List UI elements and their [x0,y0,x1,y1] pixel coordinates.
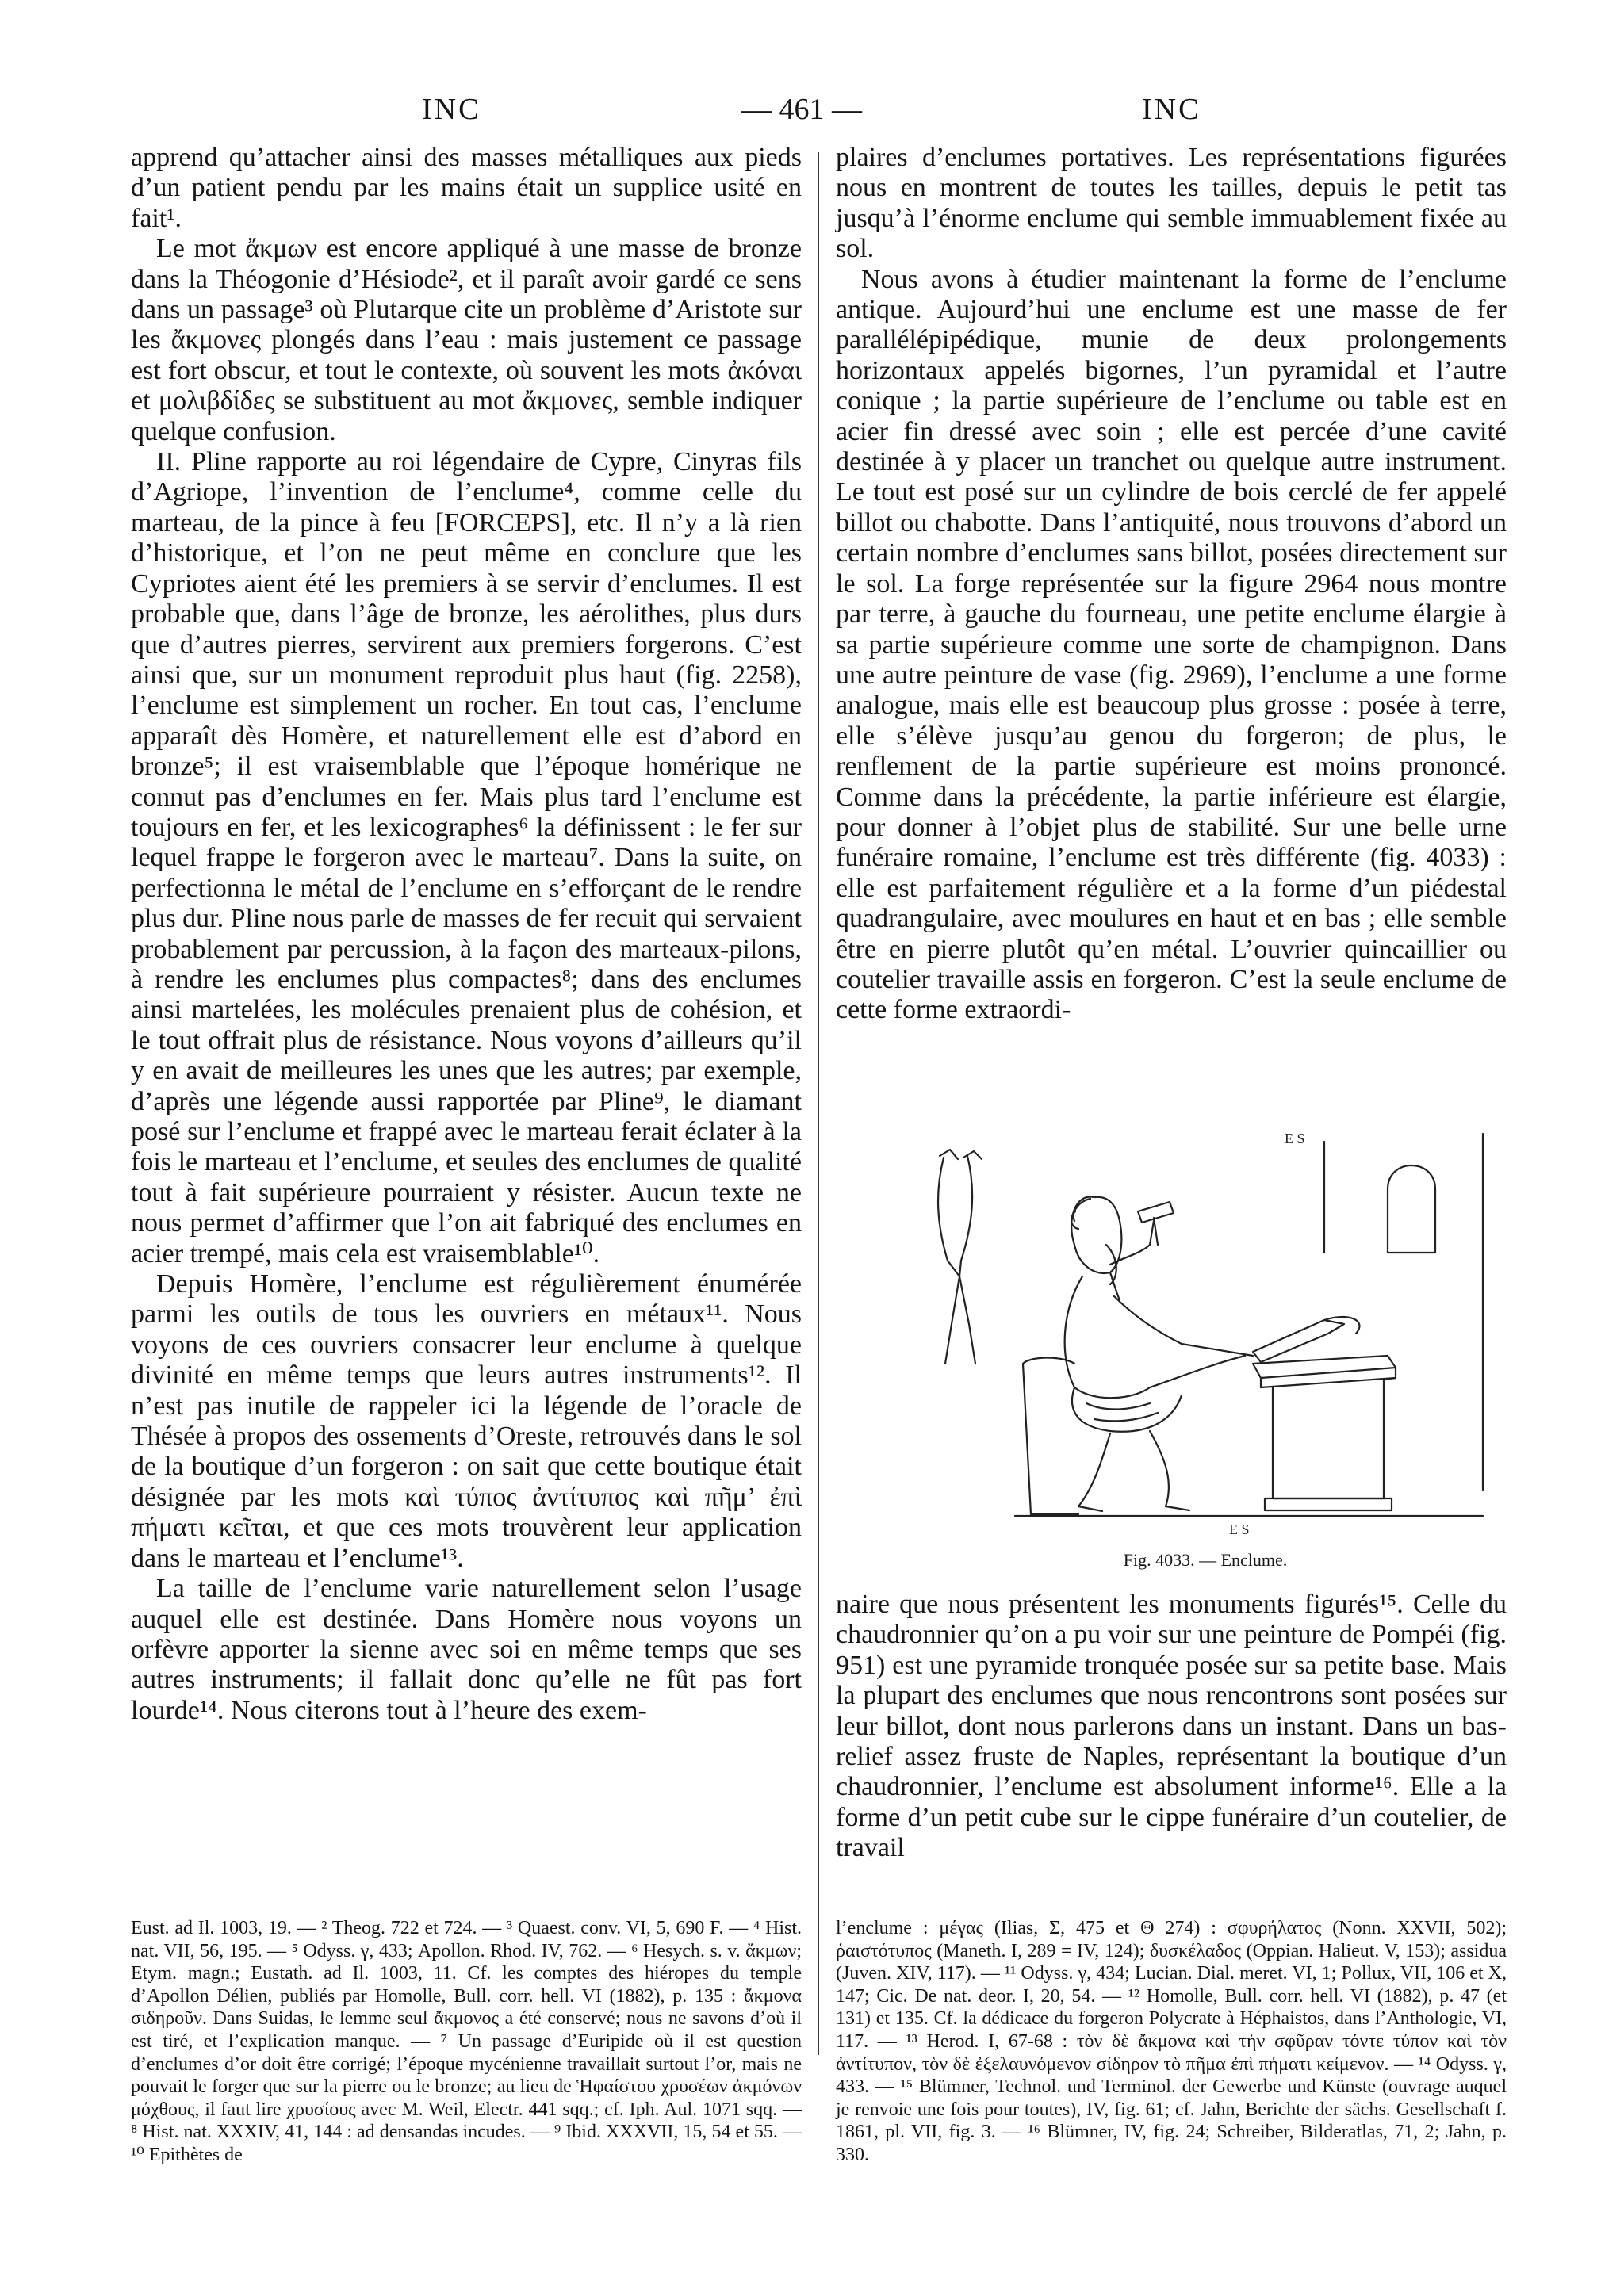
right-column-top [836,143,1507,1026]
footnotes-right: l’enclume : μέγας (Ilias, Σ, 475 et Θ 274) : σφυρήλατος (Nonn. XXVII, 502); ῥαιστότυπος (Maneth. I, 289 = IV, 124); δυσκέλαδος (Oppian. Halieut. V, 153); assidua (Juven. XIV, 117). — ¹¹ Odyss. γ, 434; Lucian. Dial. meret. VI, 1; Pollux, VII, 106 et X, 147; Cic. De nat. deor. I, 20, 54. — ¹² Homolle, Bull. corr. hell. VI (1882), p. 47 (et 131) et 135. Cf. la dédicace du forgeron Polycrate à Héphaistos, dans l’Anthologie, VI, 117. — ¹³ Herod. I, 67-68 : τὸν δὲ ἄκμονα καὶ τὴν σφῦραν τόντε τύπον καὶ τὸν ἀντίτυπον, τὸν δὲ ἐξελαυνόμενον σίδηρον τὸ πῆμα ἐπὶ πήματι κείμενον. — ¹⁴ Odyss. γ, 433. — ¹⁵ Blümner, Technol. und Terminol. der Gewerbe und Künste (ouvrage auquel je renvoie une fois pour toutes), IV, fig. 61; cf. Jahn, Berichte der sächs. Gesellschaft f. 1861, pl. VII, fig. 3. — ¹⁶ Blümner, IV, fig. 24; Schreiber, Bilderatlas, 71, 2; Jahn, p. 330. [836,1918,1507,2165]
right-paragraph-3: naire que nous présentent les monuments figurés¹⁵. Celle du chaudronnier qu’on a pu voir sur une peinture de Pompéi (fig. 951) est une pyramide tronquée posée sur sa petite base. Mais la plupart des enclumes que nous rencontrons sont posées sur leur billot, dont nous parlerons dans un instant. Dans un bas-relief assez fruste de Naples, représentant la boutique d’un chaudronnier, l’enclume est absolument informe¹⁶. Elle a la forme d’un petit cube sur le cippe funéraire d’un coutelier, de travail [836,1590,1507,1863]
anvil-illustration [912,1126,1499,1546]
left-column [131,143,802,1726]
right-paragraph-1: plaires d’enclumes portatives. Les représentations figurées nous en montrent de toutes les tailles, depuis le petit tas jusqu’à l’énorme enclume qui semble immuablement fixée au sol. [836,143,1507,264]
left-paragraph-3: II. Pline rapporte au roi légendaire de Cypre, Cinyras fils d’Agriope, l’invention de l’enclume⁴, comme celle du marteau, de la pince à feu [FORCEPS], etc. Il n’y a là rien d’historique, et l’on ne peut même en conclure que les Cypriotes aient été les premiers à se servir d’enclumes. Il est probable que, dans l’âge de bronze, les aérolithes, plus durs que d’autres pierres, servirent aux premiers forgerons. C’est ainsi que, sur un monument reproduit plus haut (fig. 2258), l’enclume est simplement un rocher. En tout cas, l’enclume apparaît dès Homère, et naturellement elle est d’abord en bronze⁵; il est vraisemblable que l’époque homérique ne connut pas d’enclumes en fer. Mais plus tard l’enclume est toujours en fer, et les lexicographes⁶ la définissent : le fer sur lequel frappe le forgeron avec le marteau⁷. Dans la suite, on perfectionna le métal de l’enclume en s’efforçant de le rendre plus dur. Pline nous parle de masses de fer recuit qui servaient probablement par percussion, à la façon des marteaux-pilons, à rendre les enclumes plus compactes⁸; dans des enclumes ainsi martelées, les molécules prenaient plus de cohésion, et le tout offrait plus de résistance. Nous voyons d’ailleurs qu’il y en avait de meilleures les unes que les autres; par exemple, d’après une légende aussi rapportée par Pline⁹, le diamant posé sur l’enclume et frappé avec le marteau ferait éclater à la fois le marteau et l’enclume, et seules des enclumes de qualité tout à fait supérieure pourraient y résister. Aucun texte ne nous permet d’affirmer que l’on ait fabriqué des enclumes en acier trempé, mais cela est vraisemblable¹⁰. [131,447,802,1269]
left-paragraph-1: apprend qu’attacher ainsi des masses métalliques aux pieds d’un patient pendu par les mains était un supplice usité en fait¹. [131,143,802,233]
wall-niche [1388,1165,1435,1253]
craftsman-figure [1023,1197,1359,1514]
page-number: — 461 — [741,93,862,126]
figure-caption: Fig. 4033. — Enclume. [1123,1550,1288,1570]
artist-signature-bottom: E S [1229,1521,1250,1537]
artist-signature-top: E S [1285,1131,1305,1146]
left-paragraph-5: La taille de l’enclume varie naturellement selon l’usage auquel elle est destinée. Dans Homère nous voyons un orfèvre apporter la sienne avec soi en même temps que ses autres instruments; il fallait donc qu’elle ne fût pas fort lourde¹⁴. Nous citerons tout à l’heure des exem- [131,1574,802,1725]
left-paragraph-4: Depuis Homère, l’enclume est régulièrement énumérée parmi les outils de tous les ouvriers en métaux¹¹. Nous voyons de ces ouvriers consacrer leur enclume à quelque divinité en même temps que leurs autres instruments¹². Il n’est pas inutile de rappeler ici la légende de l’oracle de Thésée à propos des ossements d’Oreste, retrouvés dans le sol de la boutique d’un forgeron : on sait que cette boutique était désignée par les mots καὶ τύπος ἀντίτυπος καὶ πῆμ’ ἐπὶ πήματι κεῖται, et que ces mots trouvèrent leur application dans le marteau et l’enclume¹³. [131,1269,802,1573]
running-header [0,92,1624,140]
pincers-drawing [938,1150,982,1364]
column-divider [818,152,819,2055]
figure-4033 [912,1126,1499,1578]
left-paragraph-2: Le mot ἄκμων est encore appliqué à une masse de bronze dans la Théogonie d’Hésiode², et il paraît avoir gardé ce sens dans un passage³ où Plutarque cite un problème d’Aristote sur les ἄκμονες plongés dans l’eau : mais justement ce passage est fort obscur, et tout le contexte, où souvent les mots ἀκόναι et μολιβδίδες se substituent au mot ἄκμονες, semble indiquer quelque confusion. [131,234,802,446]
anvil-pedestal [1253,1356,1396,1510]
blade [1253,1320,1344,1362]
right-column-bottom [836,1590,1507,1864]
header-left: INC [422,93,481,126]
right-paragraph-2: Nous avons à étudier maintenant la forme de l’enclume antique. Aujourd’hui une enclume est une masse de fer parallélépipédique, munie de deux prolongements horizontaux appelés bigornes, l’un pyramidal et l’autre conique ; la partie supérieure de l’enclume ou table est en acier fin dressé avec soin ; elle est percée d’une cavité destinée à y placer un tranchet ou quelque autre instrument. Le tout est posé sur un cylindre de bois cerclé de fer appelé billot ou chabotte. Dans l’antiquité, nous trouvons d’abord un certain nombre d’enclumes sans billot, posées directement sur le sol. La forge représentée sur la figure 2964 nous montre par terre, à gauche du fourneau, une petite enclume élargie à sa partie supérieure comme une sorte de champignon. Dans une autre peinture de vase (fig. 2969), l’enclume a une forme analogue, mais elle est beaucoup plus grosse : posée à terre, elle s’élève jusqu’au genou du forgeron; de plus, le renflement de la partie supérieure est moins prononcé. Comme dans la précédente, la partie inférieure est élargie, pour donner à l’objet plus de stabilité. Sur une belle urne funéraire romaine, l’enclume est très différente (fig. 4033) : elle est parfaitement régulière et a la forme d’un piédestal quadrangulaire, avec moulures en haut et en bas ; elle semble être en pierre plutôt qu’en métal. L’ouvrier quincaillier ou coutelier travaille assis en forgeron. C’est la seule enclume de cette forme extraordi- [836,264,1507,1025]
header-right: INC [1142,93,1201,126]
footnotes-left: Eust. ad Il. 1003, 19. — ² Theog. 722 et 724. — ³ Quaest. conv. VI, 5, 690 F. — ⁴ Hist. nat. VII, 56, 195. — ⁵ Odyss. γ, 433; Apollon. Rhod. IV, 762. — ⁶ Hesych. s. v. ἄκμων; Etym. magn.; Eustath. ad Il. 1003, 11. Cf. les comptes des hiéropes du temple d’Apollon Délien, publiés par Homolle, Bull. corr. hell. VI (1882), p. 135 : ἄκμονα σιδηροῦν. Dans Suidas, le lemme seul ἄκμονος a été conservé; nous ne savons d’où il est tiré, et l’explication manque. — ⁷ Un passage d’Euripide où il est question d’enclumes d’or doit être corrigé; l’époque mycénienne travaillait surtout l’or, mais ne pouvait le forger que sur la pierre ou le bronze; au lieu de Ἡφαίστου χρυσέων ἀκμόνων μόχθους, il faut lire χρυσίους avec M. Weil, Electr. 441 sqq.; cf. Iph. Aul. 1071 sqq. — ⁸ Hist. nat. XXXIV, 41, 144 : ad densandas incudes. — ⁹ Ibid. XXXVII, 15, 54 et 55. — ¹⁰ Epithètes de [131,1918,802,2165]
hammer-head [1138,1202,1174,1223]
